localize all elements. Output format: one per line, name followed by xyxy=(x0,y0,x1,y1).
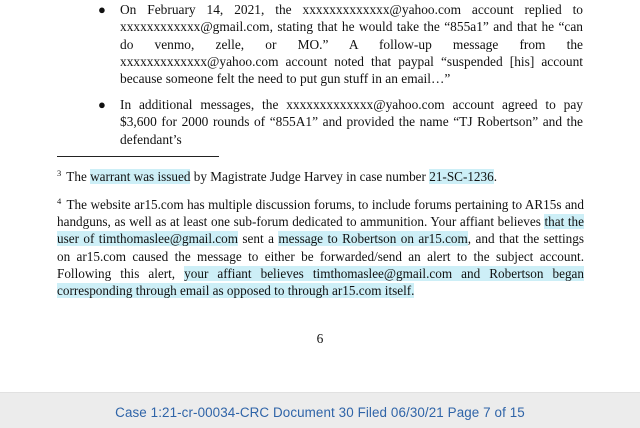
footnote-text: . xyxy=(493,169,498,184)
footnote-text: The website ar15.com has multiple discussion forums, to include forums pertaining to AR15s and handguns, as well as at least one sub-forum dedicated to ammunition. Your affiant believes xyxy=(57,197,584,230)
bullet-text: On February 14, 2021, the xxxxxxxxxxxxx@yahoo.com account replied to xxxxxxxxxxxx@gmail.com, stating that he would take the “855a1” and that he “can do venmo, zelle, or MO.” A follow-up message from the xxxxxxxxxxxxx@yahoo.com account noted that paypal “suspended [his] account because someone felt the need to put gun stuff in an email…” xyxy=(120,2,583,87)
bullet-icon: ● xyxy=(98,2,106,17)
footnote-text: sent a xyxy=(238,231,279,247)
highlighted-text[interactable]: 21-SC-1236 xyxy=(429,169,494,184)
footnote-number: 4 xyxy=(57,196,62,206)
footnote-text: , and that the settings on ar15.com caused the message to either be forwarded/send an alert to the subject account. Following this alert, xyxy=(57,231,584,281)
footnote-3 xyxy=(57,165,584,185)
case-footer: Case 1:21-cr-00034-CRC Document 30 Filed 06/30/21 Page 7 of 15 xyxy=(115,405,525,420)
footnote-4 xyxy=(57,193,584,299)
highlighted-text[interactable]: your affiant believes timthomaslee@gmail.com and Robertson began corresponding through email as opposed to through ar15.com itself. xyxy=(57,265,584,299)
bullet-icon: ● xyxy=(98,97,106,112)
highlighted-text[interactable]: message to Robertson on ar15.com xyxy=(278,231,468,247)
footnote-text: by Magistrate Judge Harvey in case number xyxy=(190,169,430,184)
page-number: 6 xyxy=(316,331,324,346)
highlighted-text[interactable]: that the user of timthomaslee@gmail.com xyxy=(57,214,584,247)
highlighted-text[interactable]: warrant was issued xyxy=(90,169,191,184)
footnote-divider xyxy=(57,156,219,157)
bullet-text: In additional messages, the xxxxxxxxxxxxx@yahoo.com account agreed to pay $3,600 for 2000 rounds of “855A1” and provided the name “TJ Robertson” and the defendant’s xyxy=(120,97,583,147)
footnote-text: The xyxy=(63,169,91,184)
footnote-number: 3 xyxy=(57,168,62,178)
